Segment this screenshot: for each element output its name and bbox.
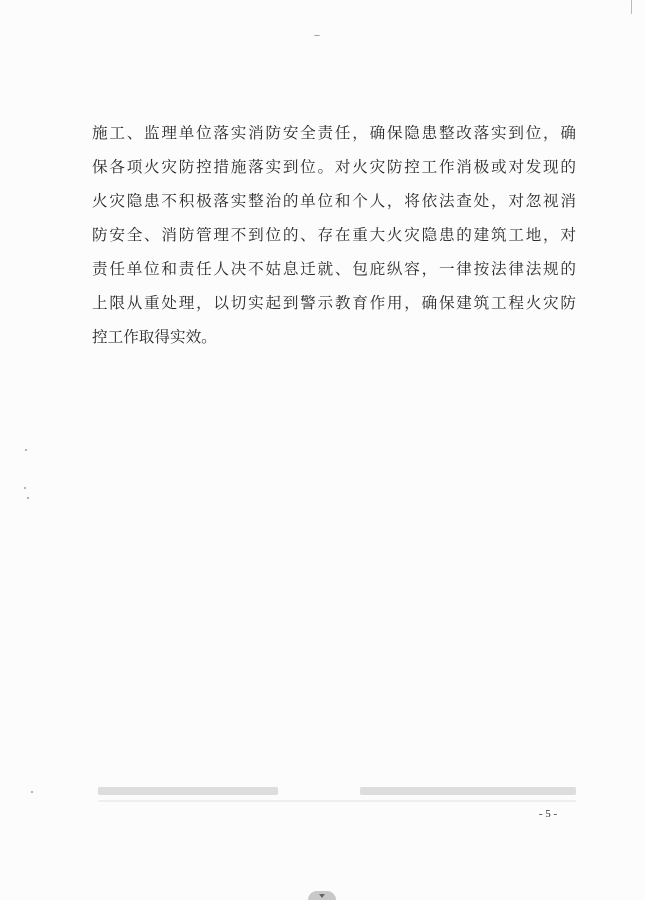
paragraph-line: 上限从重处理，以切实起到警示教育作用，确保建筑工程火灾防 <box>92 294 576 312</box>
page-number: - 5 - <box>538 808 558 820</box>
scan-speck <box>314 35 320 36</box>
body-paragraph <box>92 116 576 354</box>
paragraph-line: 火灾隐患不积极落实整治的单位和个人，将依法查处，对忽视消 <box>92 192 576 210</box>
paragraph-line: 防安全、消防管理不到位的、存在重大火灾隐患的建筑工地，对 <box>92 226 576 244</box>
paragraph-line: 控工作取得实效。 <box>92 328 217 346</box>
paragraph-line: 责任单位和责任人决不姑息迁就、包庇纵容，一律按法律法规的 <box>92 260 576 278</box>
scan-speck <box>24 487 26 489</box>
scan-bottom-tab <box>308 891 336 900</box>
paragraph-line: 施工、监理单位落实消防安全责任，确保隐患整改落实到位，确 <box>92 124 576 142</box>
scan-speck <box>27 497 29 499</box>
show-through-footer-artifact <box>98 779 576 803</box>
scan-speck <box>31 791 33 793</box>
scan-edge-mark <box>631 0 645 14</box>
paragraph-line: 保各项火灾防控措施落实到位。对火灾防控工作消极或对发现的 <box>92 158 576 176</box>
scan-speck <box>25 449 27 451</box>
